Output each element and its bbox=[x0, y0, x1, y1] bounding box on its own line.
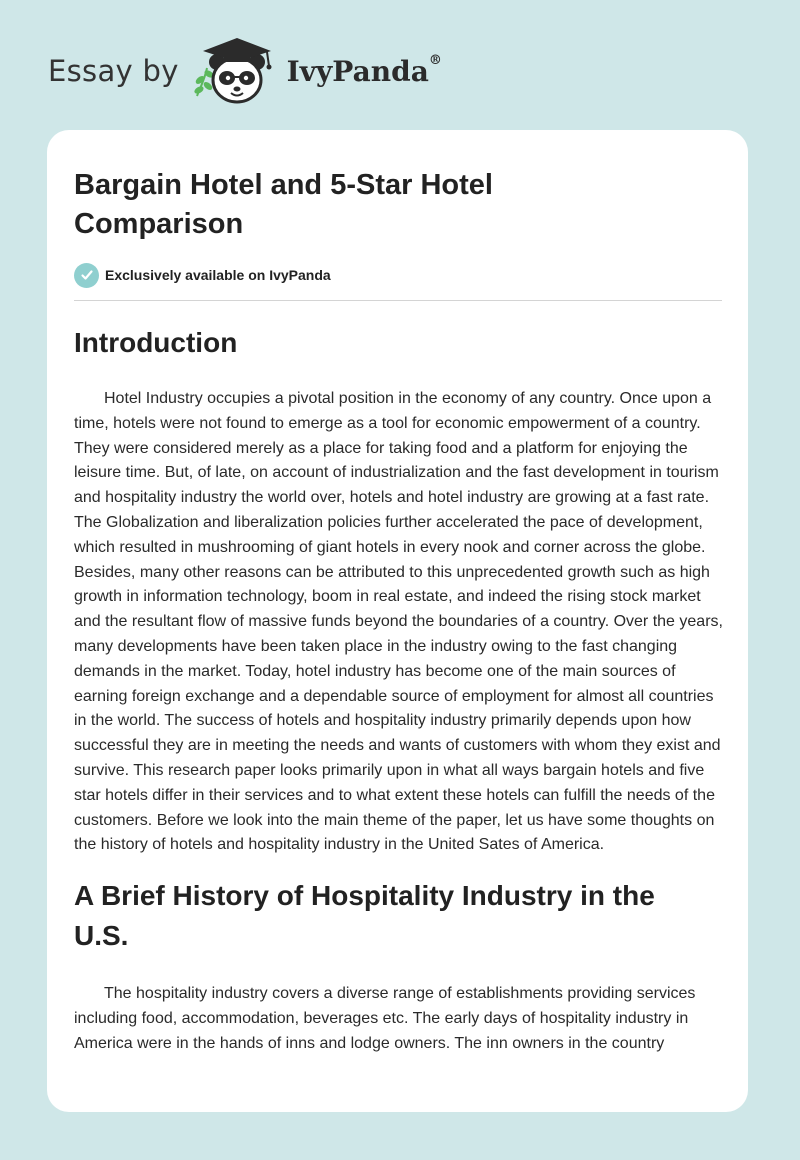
exclusive-label: Exclusively available on IvyPanda bbox=[105, 267, 331, 283]
brand-text: IvyPanda bbox=[286, 54, 429, 88]
registered-mark: ® bbox=[428, 52, 442, 68]
check-icon bbox=[74, 263, 99, 288]
section-heading-introduction: Introduction bbox=[74, 327, 238, 358]
brand-name[interactable] bbox=[286, 52, 442, 88]
panda-logo-icon[interactable] bbox=[191, 34, 281, 108]
section-heading-history: A Brief History of Hospitality Industry in the U.S. bbox=[74, 880, 655, 952]
section-paragraph-introduction: Hotel Industry occupies a pivotal position in the economy of any country. Once upon a time, hotels were not found to emerge as a tool for economic empowerment of a country. They were considered merely as a place for taking food and a platform for enjoying the leisure time. But, of late, on account of industrialization and the fast development in tourism and hospitality industry the world over, hotels and hotel industry are growing at a fast rate. The Globalization and liberalization policies further accelerated the pace of development, which resulted in mushrooming of giant hotels in every nook and corner across the globe. Besides, many other reasons can be attributed to this unprecedented growth such as high growth in information technology, boom in real estate, and indeed the rising stock market and the resultant flow of massive funds beyond the boundaries of a country. Over the years, many developments have been taken place in the industry owing to the fast changing demands in the market. Today, hotel industry has become one of the main sources of earning foreign exchange and a dependable source of employment for almost all countries in the world. The success of hotels and hospitality industry primarily depends upon how successful they are in meeting the needs and wants of customers with whom they exist and survive. This research paper looks primarily upon in what all ways bargain hotels and five star hotels differ in their services and to what extent these hotels can fulfill the needs of the customers. Before we look into the main theme of the paper, let us have some thoughts on the history of hotels and hospitality industry in the United Sates of America. bbox=[74, 390, 723, 854]
section-paragraph-history: The hospitality industry covers a diverse range of establishments providing services including food, accommodation, beverages etc. The early days of hospitality industry in America were in the hands of inns and lodge owners. The inn owners in the country bbox=[74, 985, 696, 1052]
essay-card bbox=[47, 130, 748, 1112]
title-divider bbox=[74, 300, 722, 301]
essay-by-label: Essay by bbox=[48, 54, 179, 88]
exclusive-badge bbox=[74, 262, 721, 288]
essay-title: Bargain Hotel and 5-Star Hotel Comparison bbox=[74, 169, 493, 240]
site-header bbox=[48, 34, 442, 108]
